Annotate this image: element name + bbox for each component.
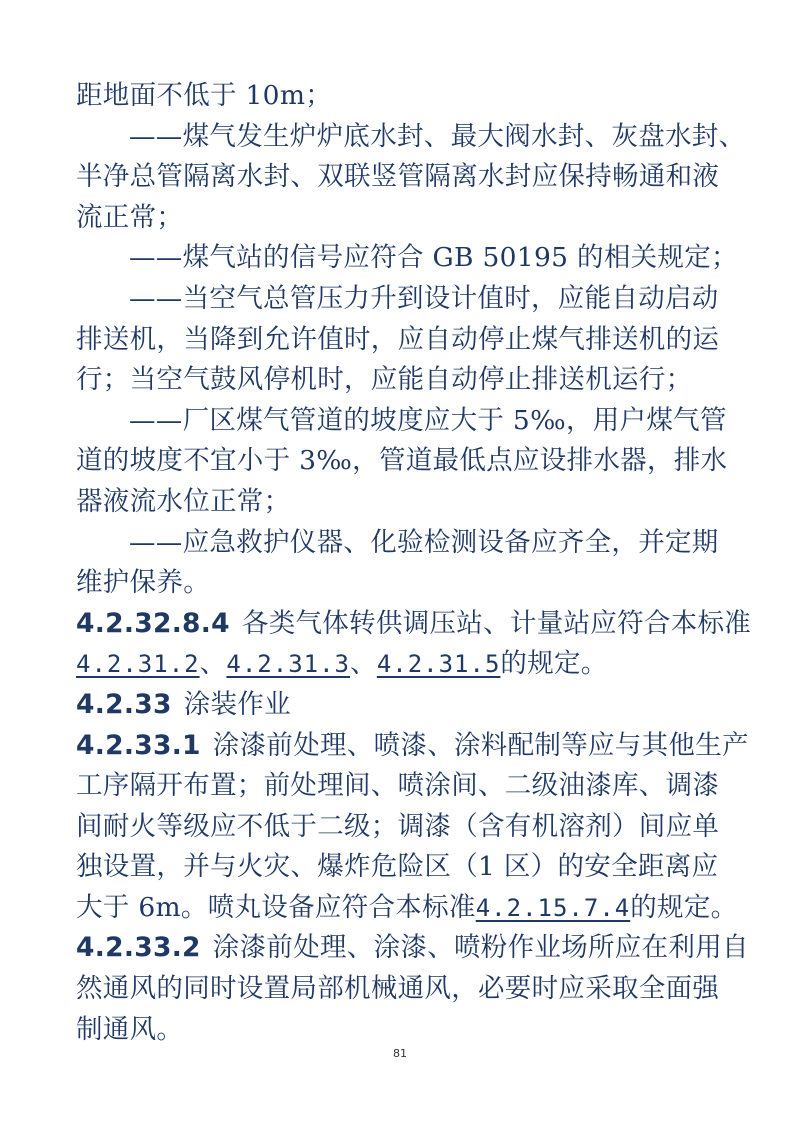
section-title: 涂装作业 (183, 688, 291, 720)
clause-4-2-33-2 (76, 928, 749, 969)
clause-4-2-33-1 (76, 726, 749, 767)
clause-tail: 的规定。 (630, 891, 738, 923)
list-item-pipe-slope: ——厂区煤气管道的坡度应大于 5‰，用户煤气管 (129, 404, 727, 436)
text-line: 制通风。 (76, 1013, 184, 1045)
text-line: 道的坡度不宜小于 3‰，管道最低点应设排水器，排水 (76, 445, 728, 477)
clause-number: 4.2.33.2 (76, 932, 201, 964)
text-line: 独设置，并与火灾、爆炸危险区（1 区）的安全距离应 (76, 851, 719, 883)
list-item-signal: ——煤气站的信号应符合 GB 50195 的相关规定； (129, 242, 738, 274)
text-line: 流正常； (76, 201, 184, 233)
section-number: 4.2.33 (76, 688, 172, 720)
text-line: 排送机，当降到允许值时，应自动停止煤气排送机的运 (76, 323, 720, 355)
text-line: 然通风的同时设置局部机械通风，必要时应采取全面强 (76, 973, 720, 1005)
clause-number: 4.2.32.8.4 (76, 607, 230, 639)
clause-text: 涂漆前处理、喷漆、涂料配制等应与其他生产 (212, 729, 749, 761)
reference-link[interactable]: 4.2.15.7.4 (475, 893, 631, 922)
list-item-emergency: ——应急救护仪器、化验检测设备应齐全，并定期 (129, 526, 719, 558)
separator: 、 (350, 648, 377, 680)
reference-link[interactable]: 4.2.31.3 (226, 650, 350, 679)
clause-4-2-32-8-4 (76, 604, 752, 645)
text-line: 行；当空气鼓风停机时，应能自动停止排送机运行； (76, 364, 693, 396)
clause-text: 各类气体转供调压站、计量站应符合本标准 (241, 607, 752, 639)
list-item-air-pressure: ——当空气总管压力升到设计值时，应能自动启动 (129, 282, 719, 314)
text-line: 维护保养。 (76, 567, 210, 599)
reference-link[interactable]: 4.2.31.5 (376, 650, 501, 679)
separator: 、 (199, 648, 227, 680)
clause-4-2-32-8-4-refs (76, 644, 728, 685)
text-line: 距地面不低于 10m； (76, 80, 333, 111)
clause-text: 涂漆前处理、涂漆、喷粉作业场所应在利用自 (212, 932, 749, 964)
clause-text: 大于 6m。喷丸设备应符合本标准 (76, 891, 476, 923)
text-line: 半净总管隔离水封、双联竖管隔离水封应保持畅通和液 (76, 161, 720, 193)
page-number: 81 (393, 1047, 407, 1060)
list-item-water-seal: ——煤气发生炉炉底水封、最大阀水封、灰盘水封、 (129, 120, 746, 152)
reference-link[interactable]: 4.2.31.2 (76, 650, 200, 679)
clause-tail: 的规定。 (500, 648, 608, 680)
text-line: 工序隔开布置；前处理间、喷涂间、二级油漆库、调漆 (76, 770, 720, 802)
document-body (76, 76, 752, 1050)
clause-4-2-33-1-ref-line (76, 888, 738, 929)
text-line: 器液流水位正常； (76, 485, 291, 517)
section-heading-4-2-33 (76, 685, 728, 726)
text-line: 间耐火等级应不低于二级；调漆（含有机溶剂）间应单 (76, 810, 720, 842)
clause-number: 4.2.33.1 (76, 729, 201, 761)
